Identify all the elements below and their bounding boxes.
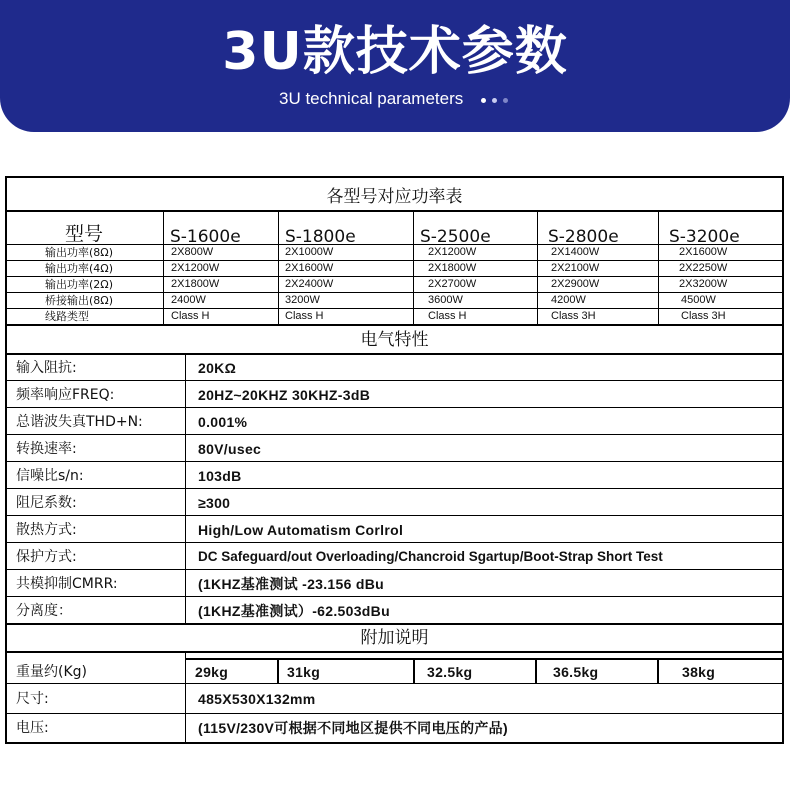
spec-label: 保护方式: [16,549,77,565]
power-value: 2X1600W [679,246,728,258]
power-value: 2X1600W [285,262,334,274]
spec-label: 总谐波失真THD+N: [16,414,143,430]
size-value: 485X530X132mm [198,691,316,707]
spec-label: 频率响应FREQ: [16,387,115,403]
weight-value: 38kg [682,664,716,680]
voltage-label: 电压: [16,720,49,736]
power-table-title: 各型号对应功率表 [326,187,463,207]
power-value: 2X1200W [428,246,477,258]
page-title: 3U款技术参数 [222,22,568,82]
spec-label: 散热方式: [16,522,77,538]
model-label: 型号 [65,223,104,245]
power-value: 2X2400W [285,278,334,290]
power-value: 3600W [428,294,463,306]
power-row-label: 输出功率(8Ω) [45,246,113,259]
spec-value: 80V/usec [198,441,262,457]
power-value: 2X1800W [171,278,220,290]
page-subtitle [0,88,790,111]
weight-value: 36.5kg [553,664,599,680]
page-subtitle-text: 3U technical parameters [279,89,464,108]
power-value: Class H [428,310,467,322]
model-header: S-1600e [170,227,241,247]
model-header: S-2800e [548,227,619,247]
weight-value: 31kg [287,664,321,680]
dots-decoration-icon [478,89,511,111]
power-value: Class 3H [551,310,596,322]
weight-label: 重量约(Kg) [16,664,87,680]
power-value: 2X1000W [285,246,334,258]
spec-label: 分离度： [16,603,72,619]
extra-title: 附加说明 [360,628,429,648]
size-label: 尺寸: [16,691,49,707]
model-header: S-3200e [669,227,740,247]
power-value: Class H [285,310,324,322]
spec-value: 0.001% [198,414,248,430]
power-row-label: 线路类型 [45,310,89,323]
model-header: S-2500e [420,227,491,247]
power-value: 4200W [551,294,586,306]
spec-value: 20KΩ [198,360,237,376]
power-value: 2X1400W [551,246,600,258]
spec-label: 信噪比s/n: [16,468,84,484]
header-banner [0,0,790,132]
power-row-label: 桥接输出(8Ω) [45,294,113,307]
power-value: Class H [171,310,210,322]
spec-value: (1KHZ基准测试）-62.503dBu [198,603,390,619]
power-value: 2X1200W [171,262,220,274]
voltage-value: (115V/230V可根据不同地区提供不同电压的产品) [198,720,508,736]
spec-value: 103dB [198,468,242,484]
spec-value: (1KHZ基准测试 -23.156 dBu [198,576,384,592]
electrical-title: 电气特性 [360,330,429,350]
power-value: 2X1800W [428,262,477,274]
spec-table [5,176,784,744]
power-value: 2X2100W [551,262,600,274]
power-value: Class 3H [681,310,726,322]
power-row-label: 输出功率(4Ω) [45,262,113,275]
power-value: 2X2700W [428,278,477,290]
power-value: 2X800W [171,246,214,258]
weight-value: 32.5kg [427,664,473,680]
power-value: 2400W [171,294,206,306]
spec-label: 阻尼系数: [16,495,77,511]
spec-value: ≥300 [198,495,231,511]
power-row-label: 输出功率(2Ω) [45,278,113,291]
spec-label: 输入阻抗: [16,360,77,376]
spec-value: High/Low Automatism Corlrol [198,522,404,538]
spec-label: 共模抑制CMRR: [16,576,118,592]
model-header: S-1800e [285,227,356,247]
power-value: 4500W [681,294,716,306]
power-value: 2X2250W [679,262,728,274]
spec-value: DC Safeguard/out Overloading/Chancroid Sgartup/Boot-Strap Short Test [198,549,663,564]
spec-label: 转换速率: [16,441,77,457]
spec-value: 20HZ~20KHZ 30KHZ-3dB [198,387,371,403]
power-value: 2X2900W [551,278,600,290]
weight-value: 29kg [195,664,229,680]
power-value: 2X3200W [679,278,728,290]
power-value: 3200W [285,294,320,306]
